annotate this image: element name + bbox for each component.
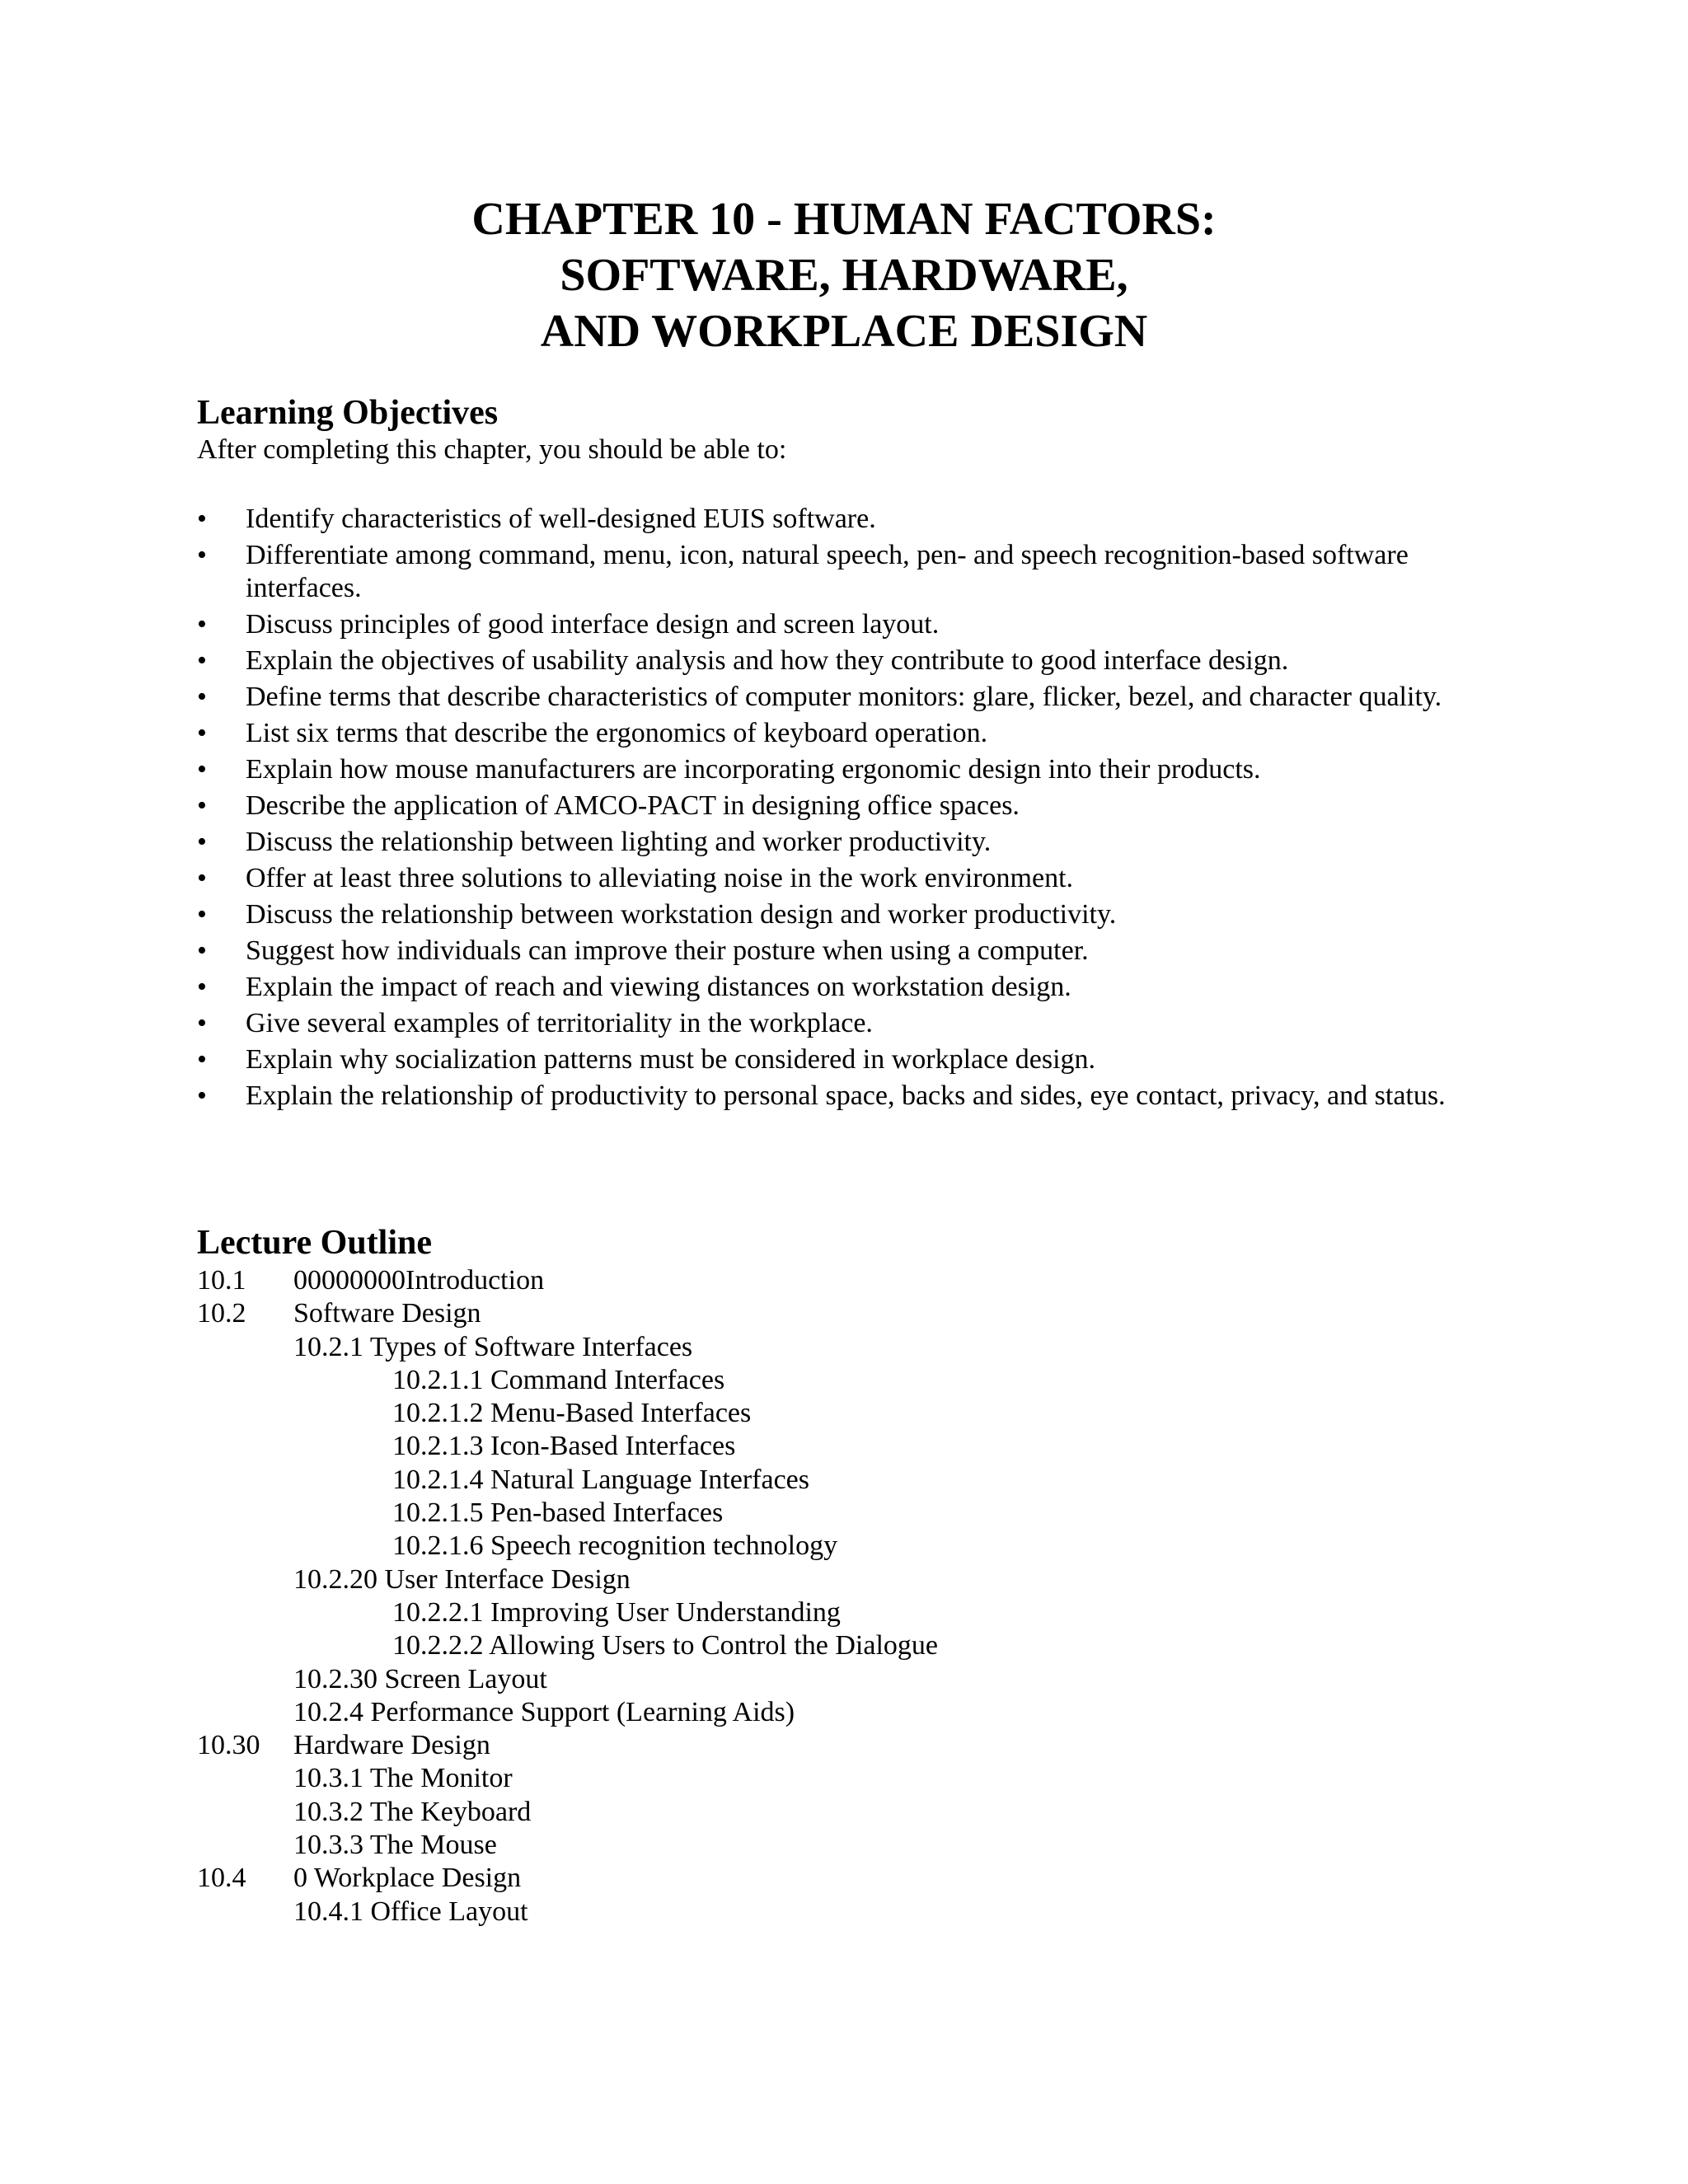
outline-number: 10.30 xyxy=(197,1730,260,1761)
objective-text: Define terms that describe characteristics of computer monitors: glare, flicker, bezel, and character quality. xyxy=(246,682,1442,712)
bullet-icon: • xyxy=(197,609,207,640)
bullet-icon: • xyxy=(197,682,207,712)
objective-item xyxy=(197,1007,1483,1040)
objective-text: Discuss principles of good interface design and screen layout. xyxy=(246,609,940,640)
outline-subsubsection: 10.2.2.1 Improving User Understanding xyxy=(392,1596,841,1628)
objective-item xyxy=(197,1043,1483,1076)
chapter-title-line-2: SOFTWARE, HARDWARE, xyxy=(560,250,1128,301)
chapter-title-line-3: AND WORKPLACE DESIGN xyxy=(540,306,1148,357)
bullet-icon: • xyxy=(197,863,207,893)
objective-text: Describe the application of AMCO-PACT in designing office spaces. xyxy=(246,790,1020,821)
outline-row xyxy=(197,1331,1433,1364)
outline-text: 0 Workplace Design xyxy=(293,1863,522,1894)
objective-text: Explain the impact of reach and viewing distances on workstation design. xyxy=(246,972,1071,1002)
objective-text: Discuss the relationship between workstation design and worker productivity. xyxy=(246,899,1117,930)
outline-number: 10.4 xyxy=(197,1863,246,1894)
objective-item xyxy=(197,862,1483,895)
chapter-title xyxy=(0,191,1688,359)
outline-subsection: 10.3.2 The Keyboard xyxy=(293,1796,532,1827)
objective-item xyxy=(197,681,1483,714)
outline-subsubsection: 10.2.1.2 Menu-Based Interfaces xyxy=(392,1398,752,1429)
outline-row xyxy=(197,1497,1433,1530)
outline-row xyxy=(197,1862,1433,1895)
objective-item xyxy=(197,1080,1483,1113)
outline-row xyxy=(197,1464,1433,1497)
learning-objectives-list xyxy=(197,503,1483,1116)
objective-item xyxy=(197,539,1483,605)
objective-text: Suggest how individuals can improve their posture when using a computer. xyxy=(246,935,1089,966)
outline-number: 10.2 xyxy=(197,1298,246,1329)
objective-text: Explain how mouse manufacturers are incorporating ergonomic design into their products. xyxy=(246,754,1261,785)
outline-row xyxy=(197,1430,1433,1463)
outline-subsection: 10.2.20 User Interface Design xyxy=(293,1563,631,1595)
outline-subsubsection: 10.2.1.4 Natural Language Interfaces xyxy=(392,1464,809,1495)
bullet-icon: • xyxy=(197,645,207,676)
outline-row xyxy=(197,1796,1433,1829)
bullet-icon: • xyxy=(197,504,207,534)
outline-subsection: 10.3.1 The Monitor xyxy=(293,1763,513,1794)
outline-subsubsection: 10.2.2.2 Allowing Users to Control the Dialogue xyxy=(392,1630,939,1661)
outline-row xyxy=(197,1364,1433,1397)
outline-row xyxy=(197,1896,1433,1929)
outline-row xyxy=(197,1297,1433,1330)
bullet-icon: • xyxy=(197,972,207,1002)
objective-text: Offer at least three solutions to alleviating noise in the work environment. xyxy=(246,863,1074,893)
bullet-icon: • xyxy=(197,790,207,821)
bullet-icon: • xyxy=(197,827,207,857)
outline-row xyxy=(197,1397,1433,1430)
outline-row xyxy=(197,1663,1433,1696)
objective-item xyxy=(197,608,1483,641)
objective-item xyxy=(197,826,1483,859)
objective-item xyxy=(197,898,1483,931)
outline-subsubsection: 10.2.1.5 Pen-based Interfaces xyxy=(392,1497,724,1529)
outline-row xyxy=(197,1530,1433,1563)
outline-row xyxy=(197,1696,1433,1729)
objective-item xyxy=(197,753,1483,786)
objective-item xyxy=(197,503,1483,536)
objective-item xyxy=(197,971,1483,1004)
outline-text: Software Design xyxy=(293,1298,481,1329)
objective-text: Identify characteristics of well-designed EUIS software. xyxy=(246,504,876,534)
bullet-icon: • xyxy=(197,935,207,966)
bullet-icon: • xyxy=(197,540,207,570)
outline-row xyxy=(197,1264,1433,1297)
bullet-icon: • xyxy=(197,899,207,930)
outline-text: Hardware Design xyxy=(293,1730,490,1761)
outline-subsection: 10.2.1 Types of Software Interfaces xyxy=(293,1331,693,1362)
objective-text: Discuss the relationship between lighting and worker productivity. xyxy=(246,827,992,857)
learning-objectives-intro: After completing this chapter, you should be able to: xyxy=(197,434,787,465)
objective-text: List six terms that describe the ergonomics of keyboard operation. xyxy=(246,718,988,748)
objective-item xyxy=(197,935,1483,968)
outline-text: 00000000Introduction xyxy=(293,1265,545,1296)
objective-text: Explain the objectives of usability analysis and how they contribute to good interface design. xyxy=(246,645,1289,676)
objective-text: Give several examples of territoriality in the workplace. xyxy=(246,1008,873,1038)
outline-subsection: 10.2.4 Performance Support (Learning Aids) xyxy=(293,1696,795,1727)
outline-subsection: 10.3.3 The Mouse xyxy=(293,1830,497,1861)
bullet-icon: • xyxy=(197,1008,207,1038)
learning-objectives-heading: Learning Objectives xyxy=(197,394,499,432)
objective-item xyxy=(197,644,1483,677)
objective-item xyxy=(197,717,1483,750)
objective-text: Explain why socialization patterns must be considered in workplace design. xyxy=(246,1044,1096,1075)
outline-row xyxy=(197,1629,1433,1662)
objective-text: Differentiate among command, menu, icon, natural speech, pen- and speech recognition-based software interfaces. xyxy=(246,540,1409,603)
bullet-icon: • xyxy=(197,1044,207,1075)
lecture-outline-list xyxy=(197,1264,1433,1929)
chapter-title-line-1: CHAPTER 10 - HUMAN FACTORS: xyxy=(471,194,1217,245)
outline-subsubsection: 10.2.1.1 Command Interfaces xyxy=(392,1364,725,1395)
outline-row xyxy=(197,1563,1433,1596)
bullet-icon: • xyxy=(197,718,207,748)
outline-subsection: 10.4.1 Office Layout xyxy=(293,1896,528,1927)
outline-row xyxy=(197,1596,1433,1629)
objective-text: Explain the relationship of productivity to personal space, backs and sides, eye contact, privacy, and status. xyxy=(246,1080,1446,1111)
outline-subsection: 10.2.30 Screen Layout xyxy=(293,1663,547,1694)
outline-row xyxy=(197,1729,1433,1762)
outline-row xyxy=(197,1762,1433,1795)
bullet-icon: • xyxy=(197,754,207,785)
outline-row xyxy=(197,1829,1433,1862)
lecture-outline-heading: Lecture Outline xyxy=(197,1224,433,1262)
bullet-icon: • xyxy=(197,1080,207,1111)
outline-subsubsection: 10.2.1.6 Speech recognition technology xyxy=(392,1530,838,1562)
objective-item xyxy=(197,790,1483,823)
outline-subsubsection: 10.2.1.3 Icon-Based Interfaces xyxy=(392,1431,736,1462)
outline-number: 10.1 xyxy=(197,1265,246,1296)
